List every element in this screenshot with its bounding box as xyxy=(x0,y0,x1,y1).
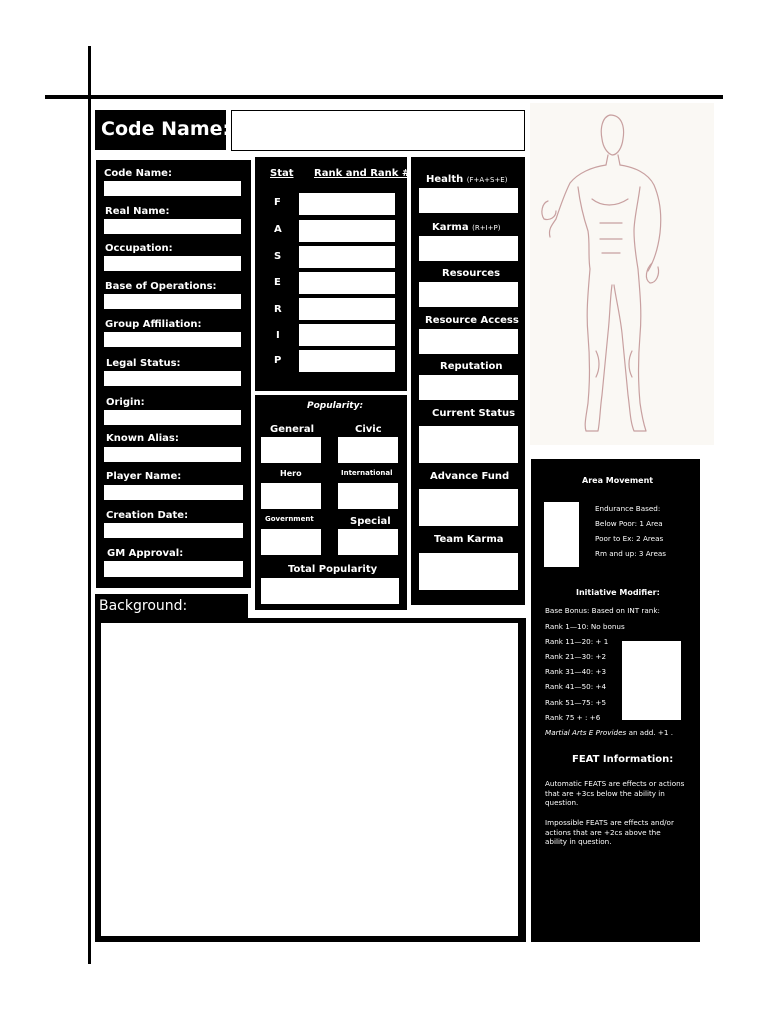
martial-arts-note-rest: an add. +1 . xyxy=(626,728,674,737)
hero-field[interactable] xyxy=(260,482,322,510)
total-popularity-field[interactable] xyxy=(260,577,400,605)
total-popularity-label: Total Popularity xyxy=(288,564,378,575)
initiative-line-0: Base Bonus: Based on INT rank: xyxy=(545,606,660,615)
real-name-field[interactable] xyxy=(103,218,242,235)
area-movement-field[interactable] xyxy=(543,501,580,568)
initiative-line-2: Rank 11—20: + 1 xyxy=(545,637,609,646)
legal-label: Legal Status: xyxy=(106,358,181,369)
area-movement-line-2: Poor to Ex: 2 Areas xyxy=(595,534,664,543)
general-label: General xyxy=(270,424,314,435)
karma-formula: (R+I+P) xyxy=(472,224,501,232)
reputation-field[interactable] xyxy=(418,374,519,401)
popularity-panel xyxy=(255,395,407,610)
rank-field-f[interactable] xyxy=(298,192,396,216)
resources-label: Resources xyxy=(442,268,501,279)
feat-impossible-text: Impossible FEATS are effects and/or actions that are +2cs above the ability in question. xyxy=(545,818,674,847)
feat-title: FEAT Information: xyxy=(572,754,674,765)
health-text: Health xyxy=(426,174,464,185)
base-label: Base of Operations: xyxy=(105,281,217,292)
group-label: Group Affiliation: xyxy=(105,319,202,330)
civic-field[interactable] xyxy=(337,436,399,464)
derived-panel xyxy=(411,157,525,605)
margin-horizontal-line xyxy=(45,95,723,99)
identity-panel xyxy=(96,160,251,588)
player-label: Player Name: xyxy=(106,471,182,482)
health-formula: (F+A+S+E) xyxy=(466,176,508,184)
area-movement-line-0: Endurance Based: xyxy=(595,504,661,513)
legal-field[interactable] xyxy=(103,370,242,387)
general-field[interactable] xyxy=(260,436,322,464)
martial-arts-note xyxy=(545,729,673,736)
background-panel xyxy=(95,618,526,942)
occupation-label: Occupation: xyxy=(105,243,173,254)
stat-letter-i: I xyxy=(276,330,280,341)
international-field[interactable] xyxy=(337,482,399,510)
figure-sketch-icon xyxy=(530,103,714,445)
rank-field-p[interactable] xyxy=(298,349,396,373)
rank-header: Rank and Rank # xyxy=(314,168,411,179)
creation-label: Creation Date: xyxy=(106,510,189,521)
karma-label xyxy=(432,222,500,233)
advance-fund-label: Advance Fund xyxy=(430,471,510,482)
rank-field-r[interactable] xyxy=(298,297,396,321)
player-field[interactable] xyxy=(103,484,244,501)
rank-field-s[interactable] xyxy=(298,245,396,269)
background-field[interactable] xyxy=(100,622,519,937)
rank-field-i[interactable] xyxy=(298,323,396,347)
real-name-label: Real Name: xyxy=(105,206,170,217)
international-label: International xyxy=(341,469,393,477)
area-movement-line-1: Below Poor: 1 Area xyxy=(595,519,663,528)
base-field[interactable] xyxy=(103,293,242,310)
initiative-line-6: Rank 51—75: +5 xyxy=(545,698,607,707)
gm-label: GM Approval: xyxy=(107,548,184,559)
creation-field[interactable] xyxy=(103,522,244,539)
stats-panel xyxy=(255,157,411,391)
alias-field[interactable] xyxy=(103,446,242,463)
code-name-field[interactable] xyxy=(103,180,242,197)
health-label xyxy=(426,174,507,185)
martial-arts-note-italic: Martial Arts E Provides xyxy=(545,728,627,737)
origin-label: Origin: xyxy=(106,397,145,408)
alias-label: Known Alias: xyxy=(106,433,179,444)
special-label: Special xyxy=(350,516,391,527)
stat-letter-a: A xyxy=(274,224,282,235)
stat-letter-r: R xyxy=(274,304,282,315)
initiative-line-5: Rank 41—50: +4 xyxy=(545,682,607,691)
current-status-field[interactable] xyxy=(418,425,519,464)
civic-label: Civic xyxy=(355,424,382,435)
stat-letter-f: F xyxy=(274,197,281,208)
code-name-header-label: Code Name: xyxy=(101,118,231,140)
initiative-line-3: Rank 21—30: +2 xyxy=(545,652,607,661)
area-movement-title: Area Movement xyxy=(582,476,654,485)
team-karma-label: Team Karma xyxy=(434,534,504,545)
reputation-label: Reputation xyxy=(440,361,503,372)
special-field[interactable] xyxy=(337,528,399,556)
occupation-field[interactable] xyxy=(103,255,242,272)
rank-field-a[interactable] xyxy=(298,219,396,243)
government-field[interactable] xyxy=(260,528,322,556)
stat-letter-p: P xyxy=(274,355,282,366)
stat-header: Stat xyxy=(270,168,294,179)
figure-sketch-area xyxy=(530,103,714,445)
resource-access-field[interactable] xyxy=(418,328,519,355)
rank-field-e[interactable] xyxy=(298,271,396,295)
group-field[interactable] xyxy=(103,331,242,348)
feat-automatic-text: Automatic FEATS are effects or actions that are +3cs below the ability in question. xyxy=(545,779,685,808)
margin-vertical-line xyxy=(88,46,91,964)
initiative-line-1: Rank 1—10: No bonus xyxy=(545,622,625,631)
code-name-header xyxy=(95,110,231,150)
code-name-header-field[interactable] xyxy=(231,110,525,151)
origin-field[interactable] xyxy=(103,409,242,426)
popularity-title: Popularity: xyxy=(307,401,364,411)
current-status-label: Current Status xyxy=(432,408,516,419)
karma-text: Karma xyxy=(432,222,469,233)
team-karma-field[interactable] xyxy=(418,552,519,591)
karma-field[interactable] xyxy=(418,235,519,262)
area-movement-line-3: Rm and up: 3 Areas xyxy=(595,549,667,558)
initiative-line-7: Rank 75 + : +6 xyxy=(545,713,601,722)
initiative-line-4: Rank 31—40: +3 xyxy=(545,667,607,676)
gm-field[interactable] xyxy=(103,560,244,578)
initiative-title: Initiative Modifier: xyxy=(576,588,660,597)
initiative-field[interactable] xyxy=(621,640,682,721)
stat-letter-e: E xyxy=(274,277,281,288)
stat-letter-s: S xyxy=(274,251,282,262)
resource-access-label: Resource Access xyxy=(425,315,519,326)
hero-label: Hero xyxy=(280,469,302,478)
health-field[interactable] xyxy=(418,187,519,214)
info-panel xyxy=(531,459,700,942)
code-name-label: Code Name: xyxy=(104,168,172,179)
background-tab xyxy=(95,594,248,618)
advance-fund-field[interactable] xyxy=(418,488,519,527)
background-label: Background: xyxy=(99,598,188,614)
government-label: Government xyxy=(265,515,314,523)
resources-field[interactable] xyxy=(418,281,519,308)
